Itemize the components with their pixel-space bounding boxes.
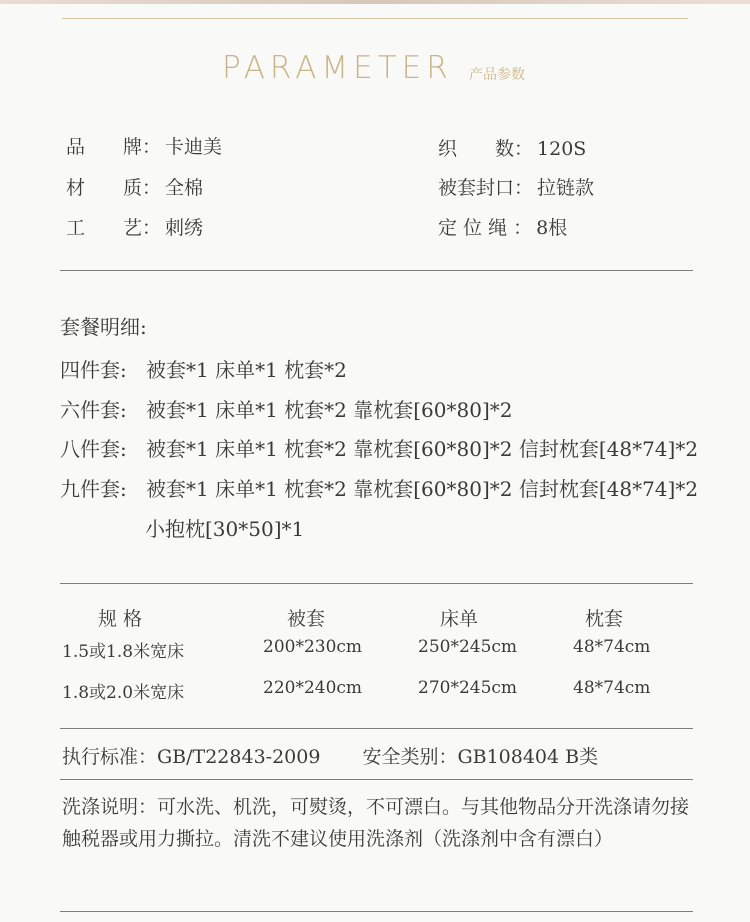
package-row [60,433,698,462]
package-key: 四件套: [60,358,127,382]
table-header: 规 格 [98,608,143,630]
package-value: 被套*1 床单*1 枕套*2 靠枕套[60*80]*2 [146,398,513,422]
table-cell: 1.8或2.0米宽床 [62,683,185,703]
package-row [60,473,698,502]
spec-brand [66,132,222,159]
divider [60,583,693,584]
spec-craft [66,213,203,240]
spec-material [66,173,203,200]
execution-standard: 执行标准：GB/T22843-2009 [62,746,321,768]
package-row [60,354,347,383]
spec-value: 刺绣 [165,217,204,239]
table-cell: 220*240cm [263,678,363,698]
spec-value: 卡迪美 [165,136,223,158]
spec-key: 织 数： [438,138,534,160]
package-row [60,394,512,423]
package-key: 九件套: [60,477,127,501]
spec-value: 120S [537,138,587,160]
table-header: 枕套 [585,608,624,630]
divider [60,728,693,729]
divider [60,911,693,912]
package-value: 被套*1 床单*1 枕套*2 靠枕套[60*80]*2 信封枕套[48*74]*2 [146,437,699,461]
package-continuation: 小抱枕[30*50]*1 [145,517,305,541]
spec-ties [438,213,567,240]
spec-thread-count [438,134,586,161]
safety-category: 安全类别：GB108404 B类 [362,746,599,768]
table-cell: 48*74cm [573,678,651,698]
package-value: 被套*1 床单*1 枕套*2 靠枕套[60*80]*2 信封枕套[48*74]*2 [146,477,699,501]
divider [60,270,693,271]
top-divider [62,18,688,19]
table-header: 被套 [287,608,326,630]
section-heading [222,50,525,86]
table-cell: 48*74cm [573,637,651,657]
package-value: 被套*1 床单*1 枕套*2 [146,358,347,382]
table-cell: 1.5或1.8米宽床 [62,642,185,662]
wash-instructions: 洗涤说明：可水洗、机洗，可熨烫，不可漂白。与其他物品分开洗涤请勿接触税器或用力撕拉。清洗不建议使用洗涤剂（洗涤剂中含有漂白） [62,796,690,850]
spec-value: 拉链款 [537,177,595,199]
heading-title-cn: 产品参数 [469,67,525,83]
package-key: 六件套: [60,398,127,422]
package-key: 八件套: [60,437,127,461]
spec-value: 8根 [536,217,568,239]
spec-key: 定 位 绳 ： [438,217,533,239]
spec-value: 全棉 [165,177,204,199]
spec-closure [438,173,594,200]
heading-title-en: PARAMETER [222,50,453,86]
table-cell: 200*230cm [263,637,363,657]
top-decor-band [0,0,750,4]
package-title: 套餐明细: [60,315,147,339]
spec-key: 被套封口： [438,177,534,199]
divider [60,779,693,780]
table-cell: 270*245cm [418,678,518,698]
table-cell: 250*245cm [418,637,518,657]
spec-key: 工 艺： [66,217,162,239]
spec-key: 品 牌： [66,136,162,158]
standard-line [62,742,598,769]
table-header: 床单 [440,608,479,630]
spec-key: 材 质： [66,177,162,199]
